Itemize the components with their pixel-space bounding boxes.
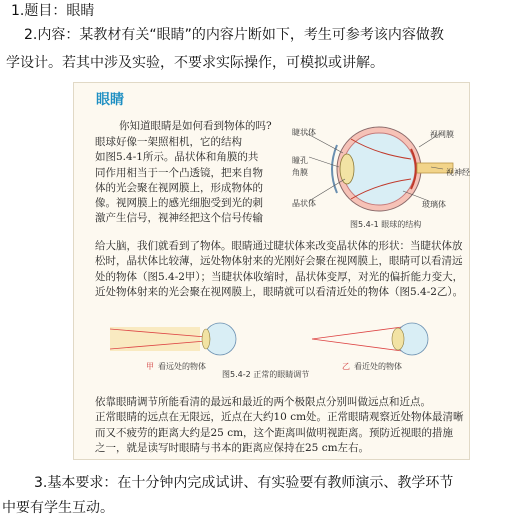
label-vitreous: 玻璃体 — [422, 200, 446, 209]
paragraph-line: 眼球好像一架照相机，它的结构 — [95, 136, 242, 148]
paragraph-line: 体的光会聚在视网膜上，形成物体的 — [95, 181, 263, 194]
label-optic-nerve: 视神经 — [446, 168, 470, 177]
eye-near-figure — [302, 319, 442, 359]
paragraph-line: 像。视网膜上的感光细胞受到光的刺 — [95, 197, 263, 210]
paragraph-line: 依靠眼睛调节所能看清的最远和最近的两个极限点分别叫做远点和近点。 — [95, 396, 431, 408]
figure2-right-mark: 乙 — [342, 362, 350, 371]
label-lens: 晶状体 — [292, 199, 316, 208]
figure2-left-label — [146, 361, 206, 372]
paragraph-line: 同作用相当于一个凸透镜，把来自物 — [95, 166, 263, 179]
figure1-caption: 图5.4-1 眼球的结构 — [350, 220, 422, 229]
figure2-right-text: 看近处的物体 — [354, 362, 402, 371]
label-ciliary: 睫状体 — [292, 128, 316, 137]
paragraph-line: 正常眼睛的远点在无限远，近点在大约10 cm处。正常眼睛观察近处物体最清晰 — [95, 411, 464, 424]
textbook-title: 眼睛 — [96, 92, 124, 108]
eye-far-figure — [110, 319, 250, 359]
question-title: 1.题目：眼睛 — [11, 3, 95, 19]
paragraph-2 — [95, 239, 463, 300]
label-cornea: 角膜 — [292, 168, 308, 177]
paragraph-line: 给大脑，我们就看到了物体。眼睛通过睫状体来改变晶状体的形状：当睫状体放 — [95, 240, 463, 252]
paragraph-line: 松时，晶状体比较薄，远处物体射来的光刚好会聚在视网膜上，眼睛可以看清远 — [95, 255, 463, 268]
paragraph-1 — [95, 135, 263, 227]
question-content-line1: 2.内容：某教材有关“眼睛”的内容片断如下，考生可参考该内容做教 — [24, 27, 444, 43]
requirement-line2: 中要有学生互动。 — [2, 500, 114, 516]
question-content-line2: 学设计。若其中涉及实验，不要求实际操作，可模拟或讲解。 — [6, 55, 384, 71]
figure2-caption: 图5.4-2 正常的眼睛调节 — [222, 370, 310, 379]
figure2-left-mark: 甲 — [146, 362, 154, 371]
label-retina: 视网膜 — [430, 130, 454, 139]
textbook-question: 你知道眼睛是如何看到物体的吗? — [119, 120, 272, 132]
paragraph-line: 激产生信号，视神经把这个信号传输 — [95, 212, 263, 225]
textbook-excerpt — [73, 82, 470, 460]
figure2-right-label — [342, 361, 402, 372]
paragraph-3 — [95, 395, 464, 456]
paragraph-line: 之一，就是读写时眼睛与书本的距离应保持在25 cm左右。 — [95, 441, 370, 454]
figure2-left-text: 看远处的物体 — [158, 362, 206, 371]
paragraph-line: 而又不疲劳的距离大约是25 cm，这个距离叫做明视距离。预防近视眼的措施 — [95, 426, 454, 439]
requirement-line1: 3.基本要求：在十分钟内完成试讲、有实验要有教师演示、教学环节 — [34, 475, 454, 491]
paragraph-line: 如图5.4-1所示。晶状体和角膜的共 — [95, 151, 259, 164]
label-pupil: 瞳孔 — [292, 156, 308, 165]
paragraph-line: 近处物体射来的光会聚在视网膜上，眼睛就可以看清近处的物体（图5.4-2乙）。 — [95, 285, 464, 298]
paragraph-line: 处的物体（图5.4-2甲）；当睫状体收缩时，晶状体变厚，对光的偏折能力变大， — [95, 270, 464, 283]
